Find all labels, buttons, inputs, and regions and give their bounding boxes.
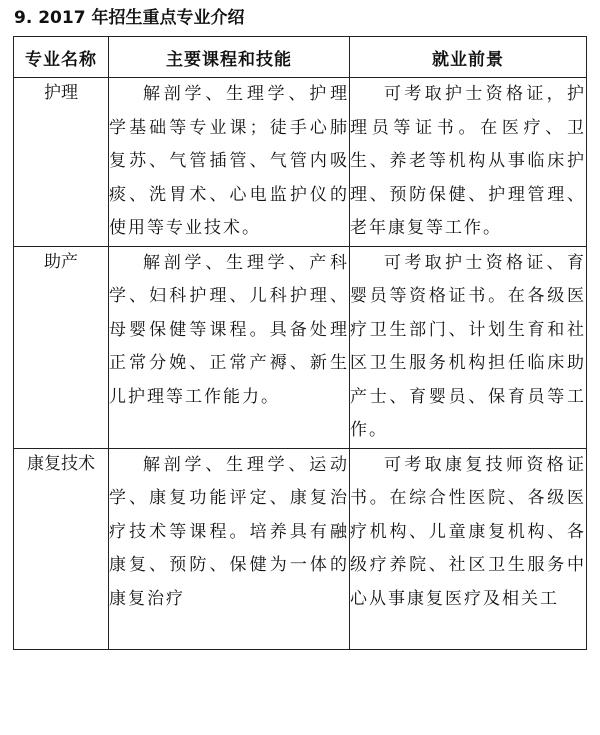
prospects-cell: 可考取康复技师资格证书。在综合性医院、各级医疗机构、儿童康复机构、各级疗养院、社区卫生服务中心从事康复医疗及相关工 xyxy=(350,448,587,649)
prospects-cell: 可考取护士资格证，护理员等证书。在医疗、卫生、养老等机构从事临床护理、预防保健、护理管理、老年康复等工作。 xyxy=(350,78,587,247)
table-row xyxy=(14,78,587,247)
major-name-cell: 护理 xyxy=(14,78,109,247)
page-title: 9. 2017 年招生重点专业介绍 xyxy=(14,8,245,28)
major-name-cell: 助产 xyxy=(14,246,109,448)
courses-cell: 解剖学、生理学、产科学、妇科护理、儿科护理、母婴保健等课程。具备处理正常分娩、正常产褥、新生儿护理等工作能力。 xyxy=(109,246,350,448)
major-name-cell: 康复技术 xyxy=(14,448,109,649)
courses-cell: 解剖学、生理学、护理学基础等专业课；徒手心肺复苏、气管插管、气管内吸痰、洗胃术、心电监护仪的使用等专业技术。 xyxy=(109,78,350,247)
majors-table xyxy=(13,36,587,650)
table-row xyxy=(14,448,587,649)
courses-cell: 解剖学、生理学、运动学、康复功能评定、康复治疗技术等课程。培养具有融康复、预防、保健为一体的康复治疗 xyxy=(109,448,350,649)
table-header-row xyxy=(14,37,587,78)
header-major-name: 专业名称 xyxy=(14,37,109,78)
header-courses-skills: 主要课程和技能 xyxy=(109,37,350,78)
header-employment-prospects: 就业前景 xyxy=(350,37,587,78)
table-row xyxy=(14,246,587,448)
prospects-cell: 可考取护士资格证、育婴员等资格证书。在各级医疗卫生部门、计划生育和社区卫生服务机构担任临床助产士、育婴员、保育员等工作。 xyxy=(350,246,587,448)
